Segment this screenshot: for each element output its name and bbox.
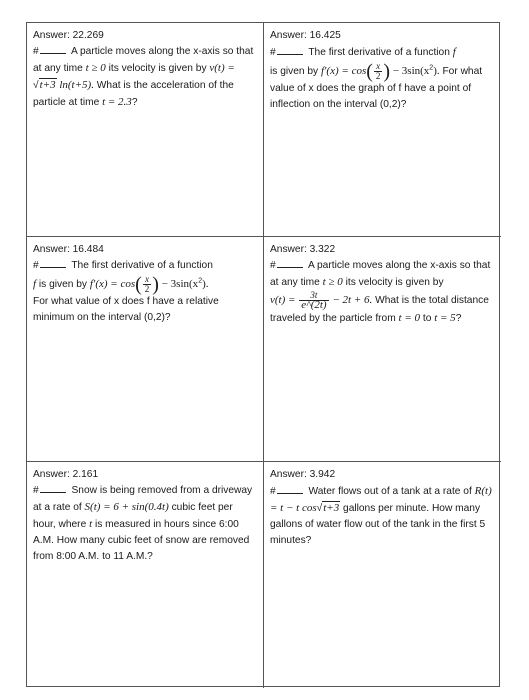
answer-label: Answer: 3.322: [270, 244, 336, 255]
number-blank: [277, 484, 303, 494]
fraction: $\frac{x}{2}$: [144, 274, 150, 295]
number-blank: [277, 258, 303, 268]
number-hash: #: [33, 260, 39, 271]
question-text: The first derivative of a function f is given by f′(x) = cos( $\frac{x}{2}$ ) − $3\sin(x^2)$. For what value of x does f have a relative minimum on the interval (0,2)?: [33, 260, 219, 324]
number-hash: #: [270, 47, 276, 58]
fraction: $\frac{3t}{e\^{}(2t)}$: [301, 290, 327, 311]
question-card-4: [264, 237, 501, 462]
number-hash: #: [33, 485, 39, 496]
worksheet-grid: [26, 22, 500, 687]
question-card-6: [264, 462, 501, 688]
fraction: $\frac{x}{2}$: [375, 61, 381, 82]
number-blank: [40, 44, 66, 54]
question-text: Water flows out of a tank at a rate of R(t) = t − t cos√t+3 gallons per minute. How many gallons of water flow out of the tank in the first 5 minutes?: [270, 485, 492, 546]
number-blank: [277, 45, 303, 55]
answer-label: Answer: 22.269: [33, 30, 104, 41]
question-text: A particle moves along the x-axis so that at any time t ≥ 0 its velocity is given by v(t) = √t+3 ln(t+5). What is the acceleration of the particle at time t = 2.3?: [33, 46, 254, 108]
question-text: A particle moves along the x-axis so that at any time t ≥ 0 its velocity is given by v(t) = $\frac{3t}{e\^{}(2t)}$ − 2t + 6. What is the total distance traveled by the particle from t = 0 to t = 5?: [270, 260, 491, 324]
number-blank: [40, 483, 66, 493]
question-card-1: [27, 23, 264, 237]
question-text: The first derivative of a function f is given by f′(x) = cos( $\frac{x}{2}$ ) − $3\sin(x^2)$. For what value of x does the graph of f have a point of inflection on the interval (0,2)?: [270, 46, 483, 111]
answer-label: Answer: 2.161: [33, 469, 99, 480]
number-blank: [40, 258, 66, 268]
question-text: Snow is being removed from a driveway at a rate of S(t) = 6 + sin(0.4t) cubic feet per hour, where t is measured in hours since 6:00 A.M. How many cubic feet of snow are removed from 8:00 A.M. to 11 A.M.?: [33, 485, 253, 562]
answer-label: Answer: 16.484: [33, 244, 104, 255]
answer-label: Answer: 16.425: [270, 30, 341, 41]
answer-label: Answer: 3.942: [270, 469, 336, 480]
question-card-3: [27, 237, 264, 462]
number-hash: #: [270, 260, 276, 271]
number-hash: #: [270, 486, 276, 497]
question-card-2: [264, 23, 501, 237]
question-card-5: [27, 462, 264, 688]
number-hash: #: [33, 46, 39, 57]
